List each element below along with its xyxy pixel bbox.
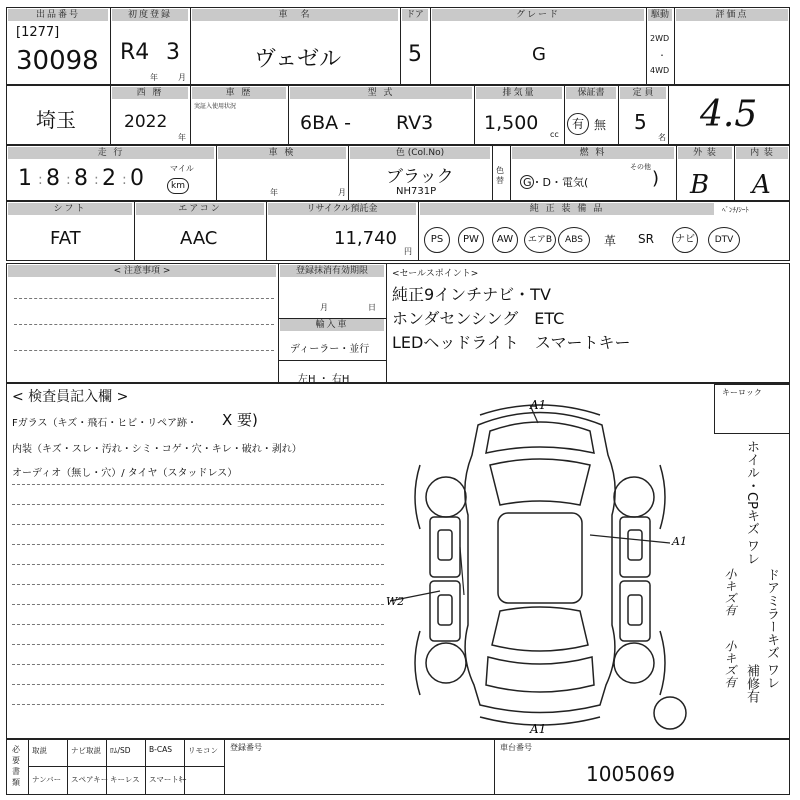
doc-item-top-1: ナビ取説 — [71, 746, 101, 755]
color-name: ブラック — [386, 167, 454, 187]
drive-4wd: 4WD — [650, 66, 670, 75]
drive-header: 駆動 — [648, 9, 672, 21]
handle-side: 左H ・ 右H — [298, 374, 350, 385]
interior-header: 内 装 — [736, 147, 788, 159]
spare-tire — [654, 697, 686, 729]
import-value: ディーラー・並行 — [290, 344, 370, 355]
interior-score: A — [752, 170, 771, 200]
reg-due-header: 登録抹消有効期限 — [280, 265, 384, 277]
door-header: ドア — [402, 9, 428, 21]
color-header: 色 (Col.No) — [350, 147, 490, 159]
equipment-header: 純 正 装 備 品 — [420, 203, 714, 215]
mileage-digit: 0 — [130, 166, 144, 191]
door-left-front — [430, 517, 460, 577]
doc-item-bottom-3: スマートｷｰ — [149, 775, 187, 784]
warranty-no: 無 — [594, 118, 607, 132]
inspector-title: < 検査員記入欄 > — [12, 389, 129, 405]
warranty-header: 保証書 — [566, 87, 616, 99]
doc-item-top-3: B-CAS — [149, 745, 172, 754]
reg-month: 3 — [166, 40, 180, 65]
wheel-front-left — [426, 477, 466, 517]
grade-header: グレード — [432, 9, 644, 21]
location: 埼玉 — [36, 108, 76, 132]
exterior-score: B — [690, 170, 710, 200]
import-header: 輸入車 — [280, 319, 384, 331]
equipment-8: DTV — [708, 227, 740, 253]
displacement: 1,500 — [484, 112, 539, 134]
year: 2022 — [124, 112, 168, 132]
fuel-header: 燃 料 — [512, 147, 674, 159]
wheel-front-right — [614, 477, 654, 517]
windshield-outline — [490, 459, 590, 505]
doors: 5 — [408, 42, 422, 67]
recolor-label: 色替 — [496, 166, 504, 185]
door-left-rear — [430, 581, 460, 641]
warranty-yes: 有 — [567, 113, 589, 135]
hood-outline — [486, 422, 594, 453]
doc-item-bottom-1: スペアキー — [71, 775, 109, 784]
selling-point-3: LEDヘッドライト スマートキー — [392, 333, 631, 352]
trunk-outline — [486, 657, 594, 692]
wheel-rear-right — [614, 643, 654, 683]
keylock-header: キーロック — [722, 388, 762, 397]
chassis-header: 車 歴 — [192, 87, 286, 99]
equipment-6: SR — [638, 232, 654, 246]
doc-item-top-4: リモコン — [188, 746, 218, 755]
type-prefix: 6BA - — [300, 112, 352, 134]
selling-point-2: ホンダセンシング ETC — [392, 309, 565, 328]
doc-item-top-2: ﾛﾑ/SD — [110, 746, 131, 755]
caution-header: < 注意事項 > — [8, 265, 276, 277]
docs-header: 必要書類 — [12, 745, 20, 787]
glass-mark: X 要) — [222, 411, 258, 429]
model-header: 車 名 — [192, 9, 398, 21]
plate-header: 登録番号 — [230, 743, 262, 752]
mark-front: A1 — [530, 398, 547, 412]
equipment-5: 革 — [604, 234, 617, 248]
inspector-line-2: 内装（キズ・スレ・汚れ・シミ・コゲ・穴・キレ・破れ・剥れ） — [12, 444, 302, 455]
lot-header: 出品番号 — [8, 9, 108, 21]
ac-header: エアコン — [136, 203, 264, 215]
doc-item-top-0: 取説 — [32, 746, 47, 755]
selling-header: <セールスポイント> — [392, 269, 479, 279]
grade: G — [532, 44, 546, 65]
vin-header: 車台番号 — [500, 743, 532, 752]
equipment-4: ABS — [558, 227, 590, 253]
reg-header: 初度登録 — [112, 9, 188, 21]
doc-item-bottom-2: キーレス — [110, 775, 140, 784]
equipment-0: PS — [424, 227, 450, 253]
inspector-line-3: オーディオ（無し・穴）/ タイヤ（スタッドレス） — [12, 468, 238, 479]
wheel-rear-left — [426, 643, 466, 683]
side-note-1: ホイル・CPキズ ワレ — [744, 440, 759, 566]
score: 4.5 — [700, 94, 758, 135]
mark-rear: A1 — [530, 722, 547, 735]
type-code: RV3 — [396, 112, 434, 134]
side-note-5: 補修有 — [744, 664, 759, 703]
recycle-header: リサイクル預託金 — [268, 203, 416, 215]
seats: 5 — [634, 110, 647, 134]
bench-header: ﾍﾞﾝﾁ/ｼｰﾄ — [722, 206, 749, 214]
equipment-2: AW — [492, 227, 518, 253]
selling-point-1: 純正9インチナビ・TV — [392, 285, 551, 304]
shift-header: シフト — [8, 203, 132, 215]
mile-label: マイル — [170, 164, 194, 173]
inspector-line-1: Fガラス（キズ・飛石・ヒビ・リペア跡・ — [12, 418, 198, 429]
mileage-digit: 8 — [74, 166, 88, 191]
door-right-front — [620, 517, 650, 577]
model-name: ヴェゼル — [254, 47, 342, 72]
mileage-header: 走 行 — [8, 147, 214, 159]
side-note-4: 小キズ有 — [723, 640, 737, 688]
seats-header: 定 員 — [620, 87, 666, 99]
score-header: 評価点 — [676, 9, 788, 21]
cc-header: 排気量 — [476, 87, 562, 99]
equipment-3: エアB — [524, 227, 556, 253]
inspection-header: 車 検 — [218, 147, 346, 159]
doc-item-bottom-0: ナンバー — [32, 775, 62, 784]
drive-2wd: 2WD — [650, 34, 670, 43]
mileage-digit: 8 — [46, 166, 60, 191]
year-header: 西 暦 — [112, 87, 188, 99]
auction-sheet: 出品番号 [1277] 30098 初度登録 R4 3 年 月 車 名 ヴェゼル ドア 5 グレード G 駆動 2WD ・ 4WD 評価点 埼玉 西 暦 2022 年 車 歴 実証入使用状況 型 式 6BA - RV3 排気量 1,500 cc 保証書 有 無 定 員 5 名 4.5 走 行 1 : 8 : 8 : 2 : 0 マイル km 車 検 年 月 色 (Col.No) ブラック NH731P 色替 燃 料 G・D・電気( その他 ) 外 装 B 内 装 A シフト FAT エアコン AAC リサイクル預託金 11,740 円 純 正 装 備 品 ﾍﾞﾝﾁ/ｼｰﾄ PS PW AW エアB ABS 革 SR ナビ DTV < 注意事項 > 登録抹消有効期限 月 日 輸入車 ディーラー・並行 左H ・ 右H <セールスポイント> 純正9インチナビ・TV ホンダセンシング ETC LEDヘッドライト スマートキー < 検査員記入欄 > Fガラス（キズ・飛石・ヒビ・リペア跡・ X 要) 内装（キズ・スレ・汚れ・シミ・コゲ・穴・キレ・破れ・剥れ） オーディオ（無し・穴）/ タイヤ（スタッドレス） キーロック ホイル・CPキズ ワレ 小キズ有 ドアミラーキズ ワレ 小キズ有 補修有 A1 A1 W2 A1 必要書類 取説 ナビ取説 ﾛﾑ/SD B-CAS リモコン ナンバー スペアキー キーレス スマートｷｰ 登録番号 車台番号 1005069 — [0, 0, 800, 800]
fuel-options: G・D・電気( — [523, 176, 589, 189]
color-code: NH731P — [396, 186, 437, 197]
exterior-header: 外 装 — [678, 147, 732, 159]
km-label: km — [167, 178, 189, 194]
mileage-digit: 2 — [102, 166, 116, 191]
rear-window-outline — [492, 607, 588, 651]
lot-number: 30098 — [16, 46, 99, 76]
recycle: 11,740 — [334, 228, 397, 249]
mark-left: W2 — [386, 595, 405, 608]
mark-right: A1 — [672, 535, 687, 548]
side-note-3: ドアミラーキズ ワレ — [764, 568, 779, 690]
side-note-2: 小キズ有 — [723, 568, 737, 616]
shift: FAT — [50, 228, 81, 249]
roof-outline — [498, 513, 582, 603]
reg-era: R4 — [120, 40, 150, 65]
type-header: 型 式 — [290, 87, 472, 99]
equipment-1: PW — [458, 227, 484, 253]
mileage-digit: 1 — [18, 166, 32, 191]
car-damage-diagram — [380, 395, 700, 735]
lot-sub: [1277] — [16, 25, 60, 40]
ac: AAC — [180, 228, 218, 249]
door-right-rear — [620, 581, 650, 641]
vin: 1005069 — [586, 762, 676, 786]
equipment-7: ナビ — [672, 227, 698, 253]
